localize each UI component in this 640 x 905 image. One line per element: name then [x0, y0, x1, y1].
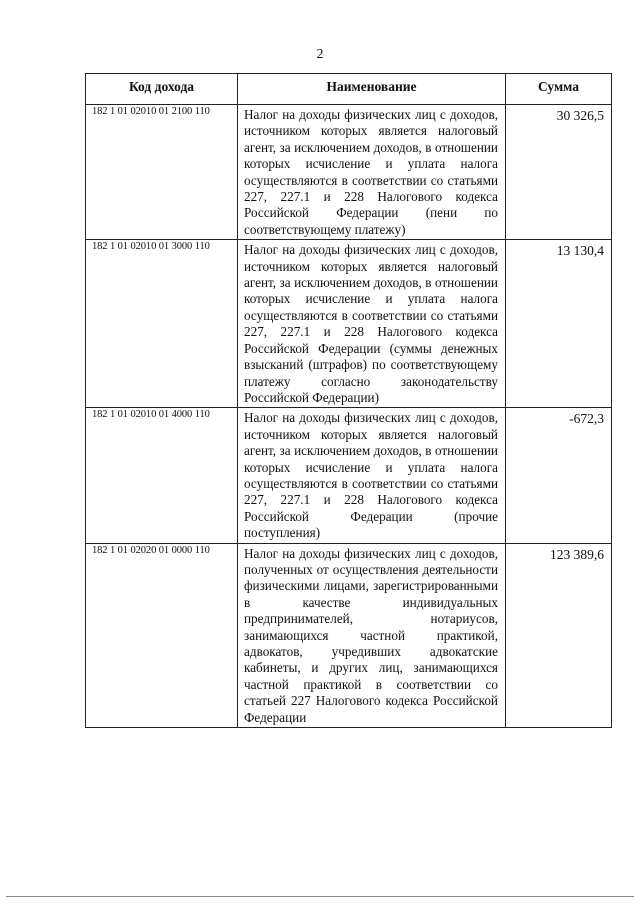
table-row — [86, 240, 612, 408]
income-code: 182 1 01 02010 01 2100 110 — [86, 105, 238, 240]
header-name: Наименование — [238, 74, 506, 105]
income-sum: 123 389,6 — [506, 543, 612, 727]
income-code: 182 1 01 02010 01 3000 110 — [86, 240, 238, 408]
income-name: Налог на доходы физических лиц с доходов, полученных от осуществления деятельности физическими лицами, зарегистрированными в качестве индивидуальных предпринимателей, нотариусов, занимающихся частной практикой, адвокатов, учредивших адвокатские кабинеты, и других лиц, занимающихся частной практикой в соответствии со статьей 227 Налогового кодекса Российской Федерации — [238, 543, 506, 727]
income-code: 182 1 01 02020 01 0000 110 — [86, 543, 238, 727]
income-sum: -672,3 — [506, 408, 612, 543]
income-table — [85, 73, 612, 728]
income-name: Налог на доходы физических лиц с доходов, источником которых является налоговый агент, за исключением доходов, в отношении которых исчисление и уплата налога осуществляются в соответствии со статьями 227, 227.1 и 228 Налогового кодекса Российской Федерации (пени по соответствующему платежу) — [238, 105, 506, 240]
income-code: 182 1 01 02010 01 4000 110 — [86, 408, 238, 543]
page-number: 2 — [316, 47, 324, 62]
table-row — [86, 408, 612, 543]
income-sum: 13 130,4 — [506, 240, 612, 408]
header-code: Код дохода — [86, 74, 238, 105]
table-header-row — [86, 74, 612, 105]
page-bottom-rule — [6, 896, 634, 897]
income-name: Налог на доходы физических лиц с доходов, источником которых является налоговый агент, за исключением доходов, в отношении которых исчисление и уплата налога осуществляются в соответствии со статьями 227, 227.1 и 228 Налогового кодекса Российской Федерации (прочие поступления) — [238, 408, 506, 543]
header-sum: Сумма — [506, 74, 612, 105]
income-sum: 30 326,5 — [506, 105, 612, 240]
table-row — [86, 105, 612, 240]
income-name: Налог на доходы физических лиц с доходов, источником которых является налоговый агент, за исключением доходов, в отношении которых исчисление и уплата налога осуществляются в соответствии со статьями 227, 227.1 и 228 Налогового кодекса Российской Федерации (суммы денежных взысканий (штрафов) по соответствующему платежу согласно законодательству Российской Федерации) — [238, 240, 506, 408]
table-row — [86, 543, 612, 727]
